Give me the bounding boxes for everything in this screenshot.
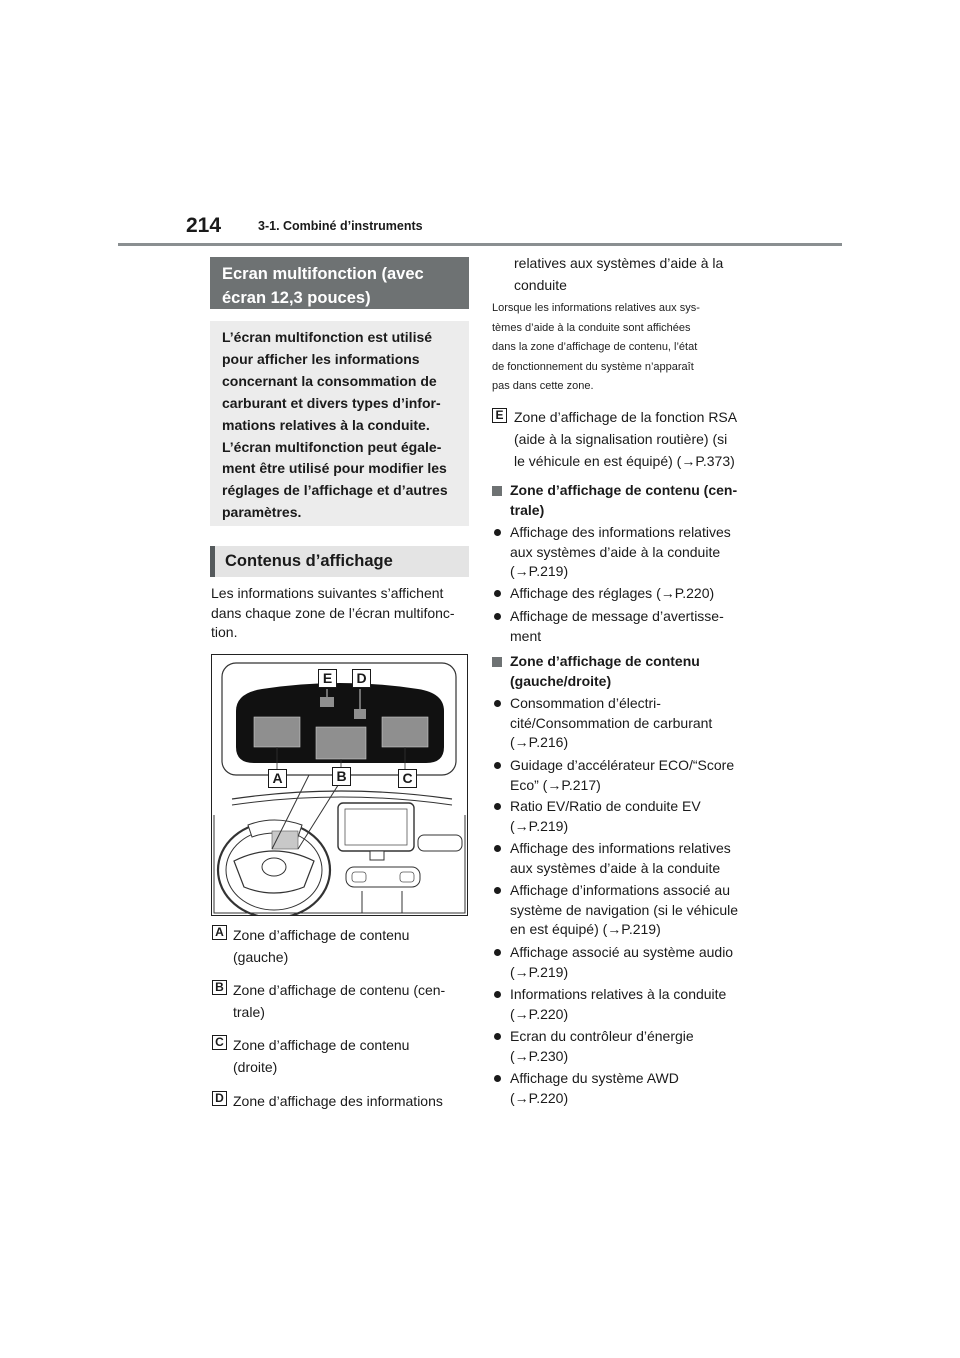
note-line: pas dans cette zone. bbox=[492, 380, 594, 392]
list-item-line: Affichage des informations relatives bbox=[510, 840, 731, 856]
list-item-line: (→P.230) bbox=[510, 1047, 569, 1064]
legend-line: Zone d’affichage de la fonction RSA bbox=[514, 409, 738, 425]
list-item-line: (→P.219) bbox=[510, 563, 569, 579]
central-heading bbox=[510, 481, 760, 520]
zone-right-shape bbox=[382, 717, 428, 747]
list-item-line: Guidage d’accélérateur ECO/“Score bbox=[510, 757, 735, 773]
list-item bbox=[510, 881, 760, 940]
list-item bbox=[510, 985, 760, 1024]
legend-line: le véhicule en est équipé) (→P.373) bbox=[514, 453, 735, 469]
figure-label-b: B bbox=[332, 767, 351, 786]
heading-line: trale) bbox=[510, 501, 545, 518]
heading-line: Zone d’affichage de contenu bbox=[510, 653, 700, 669]
cluster-illustration bbox=[211, 654, 468, 916]
legend-line: conduite bbox=[514, 277, 567, 293]
section-title-contents: Contenus d’affichage bbox=[210, 546, 469, 577]
legend-item-d-line1: Zone d’affichage des informations bbox=[233, 1093, 443, 1109]
figure-label-c: C bbox=[398, 769, 417, 788]
bullet-dot-icon bbox=[494, 803, 501, 810]
list-item-line: (→P.219) bbox=[510, 963, 569, 980]
legend-letter-b: B bbox=[212, 980, 227, 995]
list-item-line: Affichage des réglages (→P.220) bbox=[510, 585, 715, 601]
bullet-dot-icon bbox=[494, 613, 501, 620]
intro-line: mations relatives à la conduite. bbox=[222, 416, 430, 433]
list-item-line: système de navigation (si le véhicule bbox=[510, 901, 739, 918]
legend-line: Zone d’affichage de contenu (cen- bbox=[233, 982, 446, 998]
square-bullet-icon bbox=[492, 486, 502, 496]
intro-line: L’écran multifonction peut égale- bbox=[222, 438, 442, 455]
list-item-line: Affichage d’informations associé au bbox=[510, 882, 730, 898]
section-title-line: Ecran multifonction (avec bbox=[222, 265, 424, 283]
intro-line: pour afficher les informations bbox=[222, 350, 420, 367]
bullet-dot-icon bbox=[494, 1075, 501, 1082]
list-item-line: aux systèmes d’aide à la conduite bbox=[510, 543, 721, 560]
list-item bbox=[510, 584, 760, 604]
intro-line: carburant et divers types d’infor- bbox=[222, 394, 441, 411]
bullet-dot-icon bbox=[494, 887, 501, 894]
lead-line: tion. bbox=[211, 624, 238, 640]
intro-line: L’écran multifonction est utilisé bbox=[222, 329, 433, 345]
legend-letter-e: E bbox=[492, 408, 507, 423]
lead-paragraph bbox=[211, 584, 469, 643]
intro-line: ment être utilisé pour modifier les bbox=[222, 460, 447, 477]
list-item bbox=[510, 694, 760, 753]
legend-line: Zone d’affichage de contenu bbox=[233, 1037, 410, 1053]
legend-item-c bbox=[233, 1034, 469, 1078]
zone-assist-shape bbox=[354, 709, 366, 719]
note-paragraph bbox=[492, 299, 762, 397]
zone-left-shape bbox=[254, 717, 300, 747]
legend-line: (droite) bbox=[233, 1059, 278, 1075]
bullet-dot-icon bbox=[494, 949, 501, 956]
note-line: de fonctionnement du système n’apparaît bbox=[492, 360, 694, 373]
legend-letter-a: A bbox=[212, 925, 227, 940]
list-item-line: Affichage de message d’avertisse- bbox=[510, 608, 724, 624]
list-item-line: (→P.216) bbox=[510, 734, 569, 750]
legend-line: trale) bbox=[233, 1004, 265, 1020]
list-item-line: Affichage associé au système audio bbox=[510, 944, 734, 960]
list-item bbox=[510, 1027, 760, 1066]
list-item bbox=[510, 839, 760, 878]
list-item bbox=[510, 523, 760, 582]
list-item-line: en est équipé) (→P.219) bbox=[510, 921, 661, 937]
intro-line: paramètres. bbox=[222, 504, 302, 521]
legend-letter-d: D bbox=[212, 1091, 227, 1106]
legend-line: (aide à la signalisation routière) (si bbox=[514, 431, 728, 447]
legend-line: relatives aux systèmes d’aide à la bbox=[514, 255, 724, 271]
list-item-line: (→P.219) bbox=[510, 817, 569, 834]
figure-label-a: A bbox=[268, 769, 287, 788]
legend-item-b bbox=[233, 979, 469, 1023]
list-item-line: (→P.220) bbox=[510, 1005, 569, 1022]
legend-letter-c: C bbox=[212, 1035, 227, 1050]
lead-line: Les informations suivantes s’affichent bbox=[211, 585, 444, 601]
note-line: dans la zone d’affichage de contenu, l’état bbox=[492, 341, 698, 353]
side-heading bbox=[510, 652, 760, 691]
list-item-line: Ecran du contrôleur d’énergie bbox=[510, 1028, 694, 1044]
note-line: Lorsque les informations relatives aux sys- bbox=[492, 302, 700, 314]
square-bullet-icon bbox=[492, 657, 502, 667]
lead-line: dans chaque zone de l’écran multifonc- bbox=[211, 604, 455, 621]
bullet-dot-icon bbox=[494, 845, 501, 852]
zone-center-shape bbox=[316, 727, 366, 759]
intro-line: réglages de l’affichage et d’autres bbox=[222, 482, 448, 499]
chapter-title: 3-1. Combiné d’instruments bbox=[258, 219, 423, 233]
zone-rsa-shape bbox=[320, 697, 334, 707]
list-item-line: ment bbox=[510, 627, 542, 644]
list-item-line: Ratio EV/Ratio de conduite EV bbox=[510, 798, 701, 814]
heading-line: Zone d’affichage de contenu (cen- bbox=[510, 482, 738, 498]
intro-box bbox=[210, 321, 469, 526]
legend-line: Zone d’affichage de contenu bbox=[233, 927, 410, 943]
list-item-line: aux systèmes d’aide à la conduite bbox=[510, 859, 721, 876]
list-item-line: Eco” (→P.217) bbox=[510, 776, 601, 793]
figure-label-d: D bbox=[352, 669, 371, 688]
header-rule bbox=[118, 243, 842, 246]
figure-label-e: E bbox=[318, 669, 337, 688]
bullet-dot-icon bbox=[494, 1033, 501, 1040]
list-item bbox=[510, 797, 760, 836]
bullet-dot-icon bbox=[494, 762, 501, 769]
section-title-line: écran 12,3 pouces) bbox=[222, 289, 371, 307]
list-item-line: Affichage du système AWD bbox=[510, 1070, 679, 1086]
heading-line: (gauche/droite) bbox=[510, 672, 612, 689]
bullet-dot-icon bbox=[494, 700, 501, 707]
list-item bbox=[510, 1069, 760, 1108]
list-item-line: Informations relatives à la conduite bbox=[510, 986, 727, 1002]
page-number: 214 bbox=[186, 214, 222, 237]
list-item bbox=[510, 607, 760, 646]
bullet-dot-icon bbox=[494, 590, 501, 597]
list-item-line: (→P.220) bbox=[510, 1089, 569, 1106]
list-item-line: Affichage des informations relatives bbox=[510, 524, 731, 540]
legend-line: (gauche) bbox=[233, 949, 289, 965]
legend-item-e bbox=[514, 406, 764, 472]
bullet-dot-icon bbox=[494, 529, 501, 536]
note-line: tèmes d’aide à la conduite sont affichées bbox=[492, 321, 691, 334]
list-item-line: Consommation d’électri- bbox=[510, 695, 661, 711]
legend-item-a bbox=[233, 924, 469, 968]
list-item-line: cité/Consommation de carburant bbox=[510, 714, 713, 731]
legend-item-d-continued bbox=[514, 252, 764, 296]
list-item bbox=[510, 943, 760, 982]
list-item bbox=[510, 756, 760, 795]
bullet-dot-icon bbox=[494, 991, 501, 998]
intro-line: concernant la consommation de bbox=[222, 372, 437, 389]
section-title-multifunction bbox=[210, 257, 469, 309]
